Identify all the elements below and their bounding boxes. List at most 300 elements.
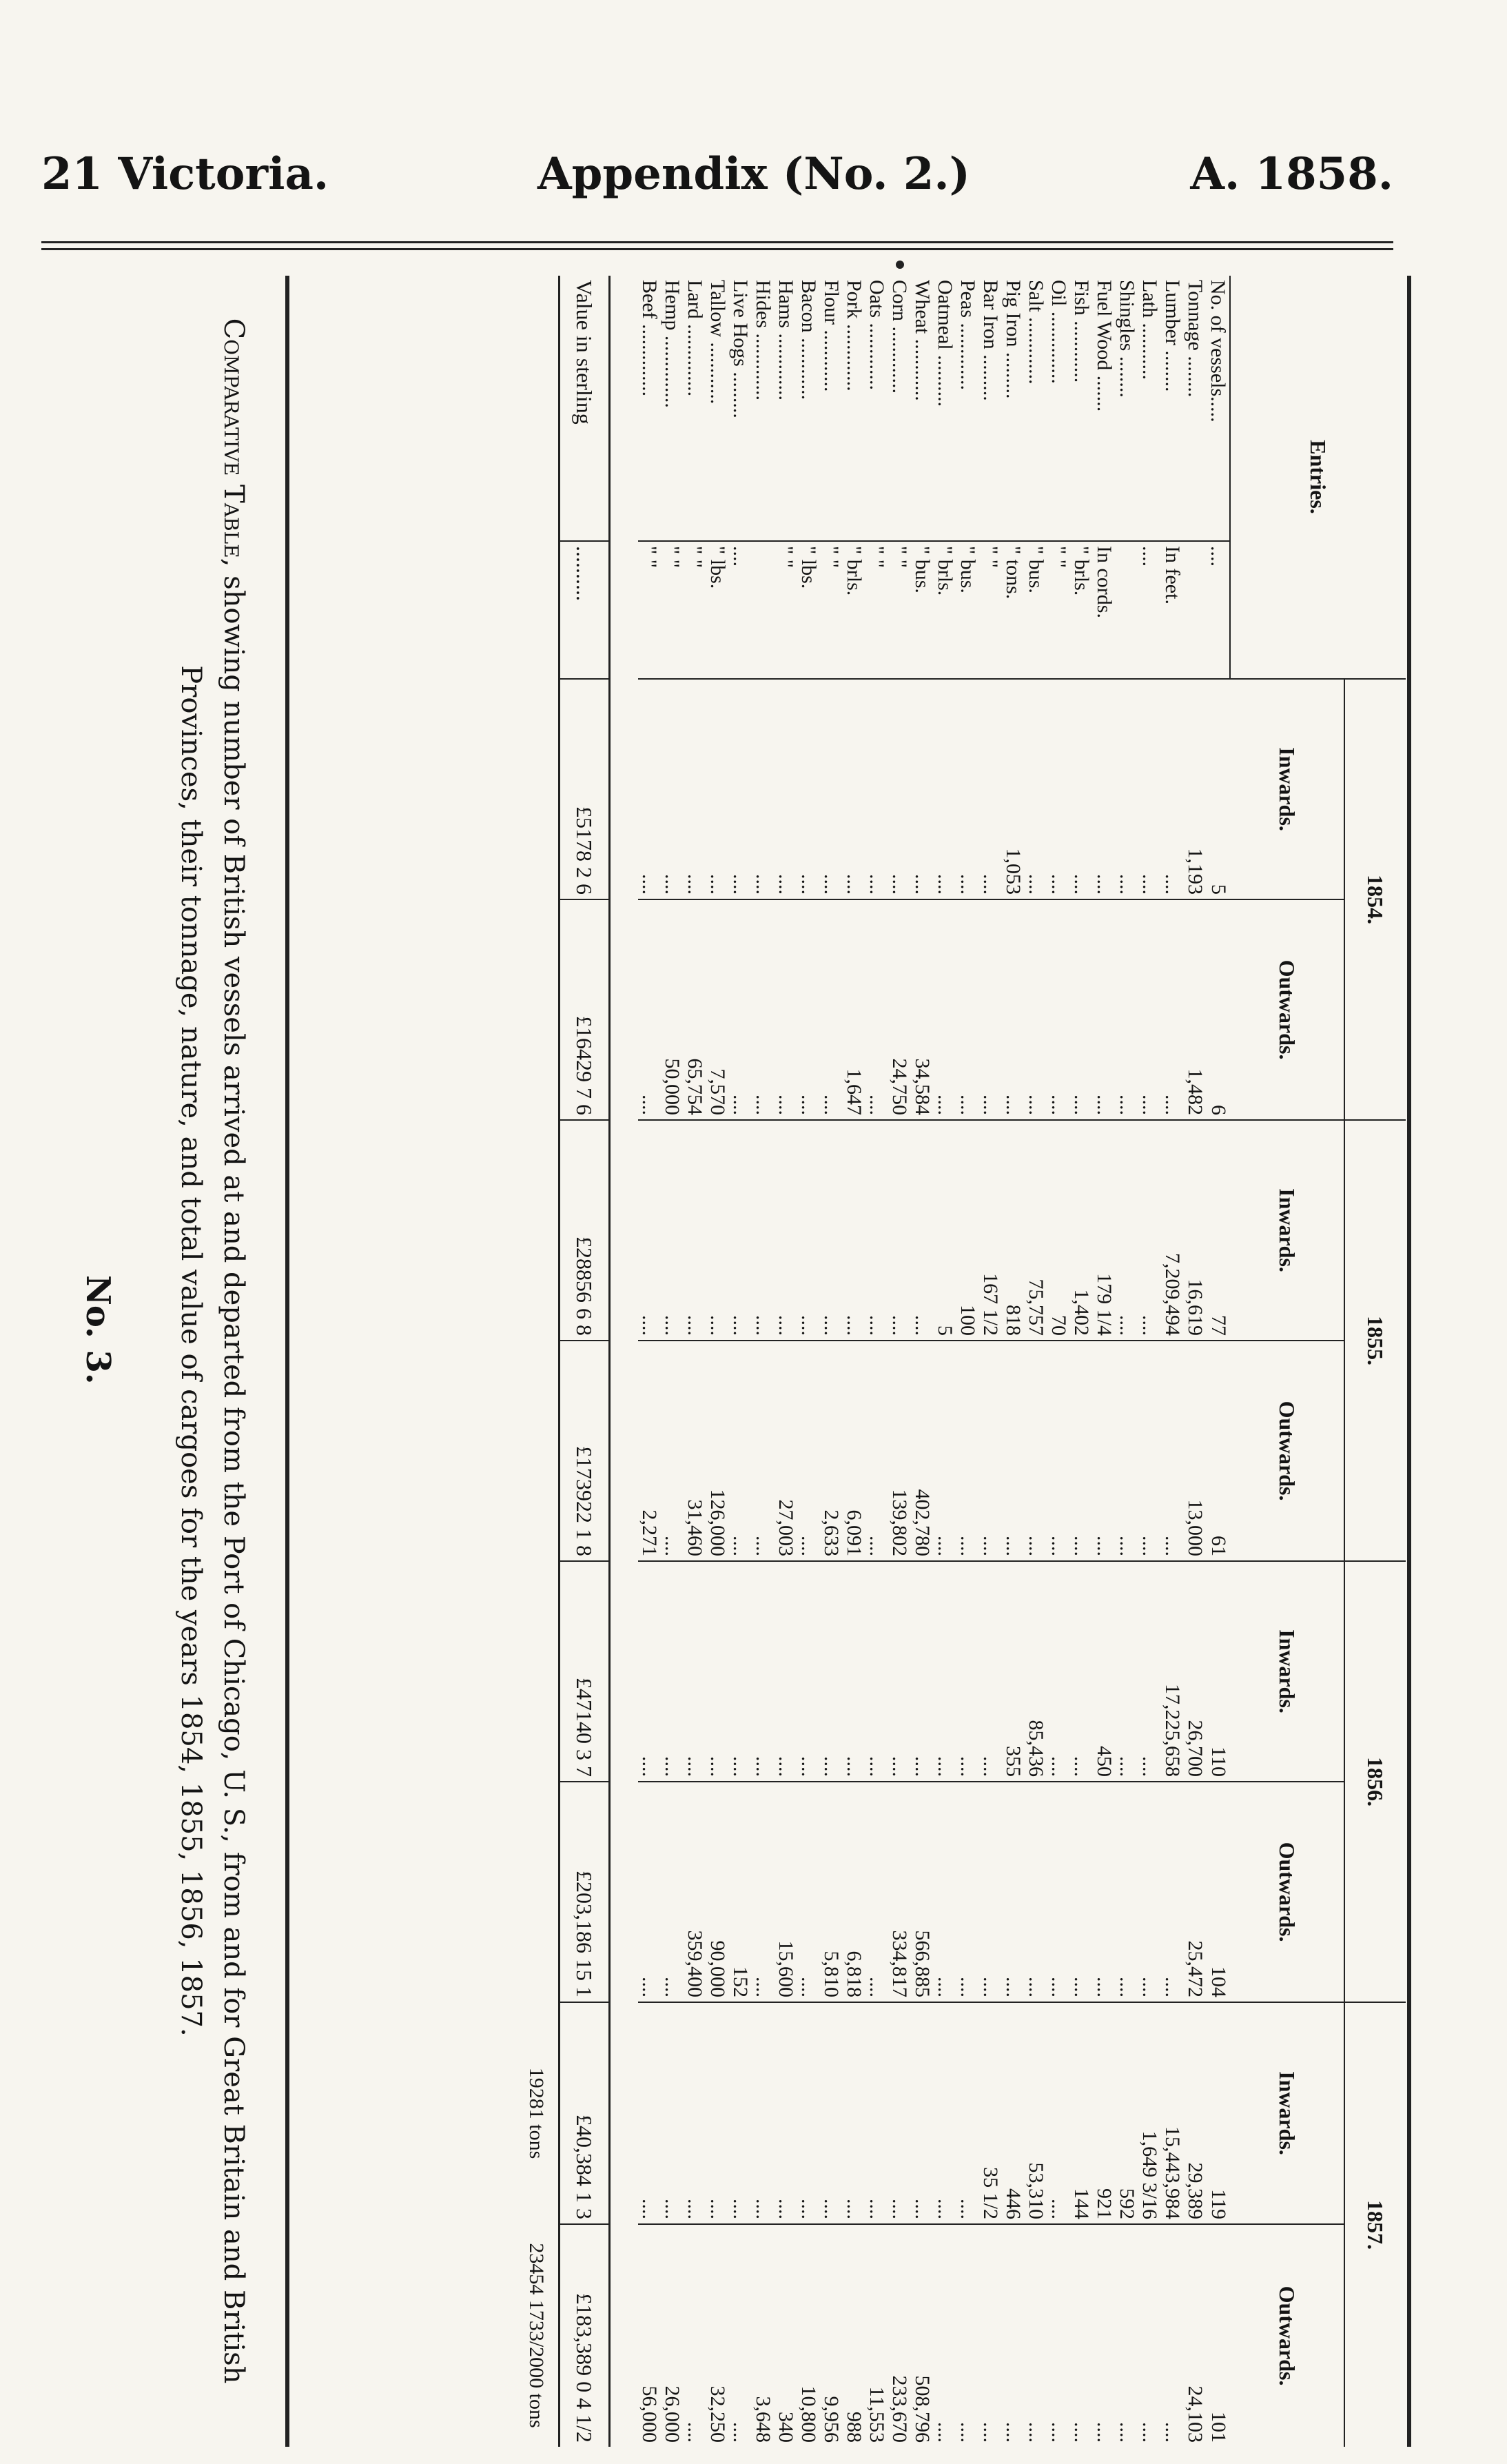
- cell-value: ....: [865, 1782, 888, 2002]
- cell-value: ....: [1116, 1341, 1138, 1561]
- cell-value: ....: [729, 679, 752, 899]
- cell-value: 53,310: [1025, 2002, 1047, 2224]
- cell-value: ....: [661, 1561, 684, 1782]
- table-row: [729, 276, 752, 2447]
- table-row: [1207, 276, 1230, 2447]
- table-row: [934, 276, 956, 2447]
- entry-unit: " lbs.: [797, 541, 820, 679]
- cell-value: ....: [1138, 2224, 1161, 2447]
- cell-value: ....: [820, 1561, 843, 1782]
- table-body: [514, 276, 1230, 2447]
- comparative-table-wrap: [289, 276, 1406, 2447]
- cell-value: ....: [820, 679, 843, 899]
- cell-value: ....: [1093, 679, 1116, 899]
- table-row: [638, 276, 661, 2447]
- entry-label: Tallow ............: [706, 280, 729, 405]
- cell-value: 35 1/2: [979, 2002, 1002, 2224]
- table-row: [1025, 276, 1047, 2447]
- cell-value: 9,956: [820, 2224, 843, 2447]
- outwards-header: Outwards.: [1230, 1341, 1344, 1561]
- cell-value: 340: [775, 2224, 797, 2447]
- entry-label: Salt .............: [1025, 280, 1047, 385]
- entry-label: Bar Iron .........: [979, 280, 1002, 401]
- cell-value: ....: [684, 2002, 706, 2224]
- cell-value: ....: [865, 1561, 888, 1782]
- cell-value: 119: [1207, 2002, 1230, 2224]
- cell-value: ....: [1116, 679, 1138, 899]
- cell-value: ....: [979, 679, 1002, 899]
- cell-value: ....: [797, 679, 820, 899]
- total-value: £203,186 15 1: [560, 1782, 610, 2002]
- cell-value: ....: [956, 2224, 979, 2447]
- cell-value: ....: [684, 1561, 706, 1782]
- comparative-table: [514, 276, 1406, 2447]
- table-row: [1002, 276, 1025, 2447]
- cell-value: 70: [1047, 1120, 1070, 1341]
- cell-value: 110: [1207, 1561, 1230, 1782]
- table-row: [1184, 276, 1207, 2447]
- cell-value: 1,053: [1002, 679, 1025, 899]
- entry-unit: ....: [729, 541, 752, 679]
- cell-value: 31,460: [684, 1341, 706, 1561]
- cell-value: ....: [752, 1561, 775, 1782]
- header-rule-top: [41, 241, 1393, 243]
- entry-label: Oats .............: [865, 280, 888, 390]
- cell-value: 10,800: [797, 2224, 820, 2447]
- entry-unit: " ": [865, 541, 888, 679]
- cell-value: ....: [775, 1120, 797, 1341]
- entry-label: Bacon ............: [797, 280, 820, 400]
- total-value: £173922 1 8: [560, 1341, 610, 1561]
- cell-value: ....: [979, 899, 1002, 1120]
- cell-value: 450: [1093, 1561, 1116, 1782]
- cell-value: ....: [1025, 899, 1047, 1120]
- entry-unit: [1184, 541, 1207, 679]
- cell-value: 26,700: [1184, 1561, 1207, 1782]
- cell-value: 27,003: [775, 1341, 797, 1561]
- cell-value: ....: [888, 2002, 911, 2224]
- cell-value: ....: [661, 1341, 684, 1561]
- cell-value: 61: [1207, 1341, 1230, 1561]
- cell-value: ....: [1116, 899, 1138, 1120]
- table-row: [706, 276, 729, 2447]
- cell-value: ....: [706, 1120, 729, 1341]
- cell-value: ....: [706, 2002, 729, 2224]
- total-unit: ..........: [560, 541, 610, 679]
- cell-value: 25,472: [1184, 1782, 1207, 2002]
- cell-value: 144: [1070, 2002, 1093, 2224]
- caption-text: showing number of British vessels arrived at and departed from the Port of Chicago, U. S., from and for Great Britain and British Provinces, their tonnage, nature, and total value of cargoes for the years 1854, 1855, 1856, 1857.: [175, 567, 249, 2384]
- cell-value: ....: [775, 2002, 797, 2224]
- cell-value: ....: [1070, 679, 1093, 899]
- cell-value: ....: [752, 1341, 775, 1561]
- cell-value: 1,649 3/16: [1138, 2002, 1161, 2224]
- entry-unit: " ": [775, 541, 797, 679]
- cell-value: ....: [797, 1782, 820, 2002]
- table-caption: [170, 276, 255, 2426]
- cell-value: ....: [979, 1341, 1002, 1561]
- year-header: 1854.: [1344, 679, 1406, 1120]
- entry-label: Lath ...........: [1138, 280, 1161, 380]
- cell-value: ....: [775, 899, 797, 1120]
- cell-value: ....: [843, 1120, 865, 1341]
- cell-value: 85,436: [1025, 1561, 1047, 1782]
- cell-value: 7,570: [706, 899, 729, 1120]
- header-center: Appendix (No. 2.): [537, 148, 970, 200]
- cell-value: ....: [1047, 1782, 1070, 2002]
- cell-value: 7,209,494: [1161, 1120, 1184, 1341]
- entry-label: Corn .............: [888, 280, 911, 394]
- entry-label: Peas .............: [956, 280, 979, 390]
- table-row: [752, 276, 775, 2447]
- cell-value: ....: [661, 679, 684, 899]
- entry-unit: " brls.: [1070, 541, 1093, 679]
- cell-value: ....: [1002, 1341, 1025, 1561]
- cell-value: ....: [1070, 2224, 1093, 2447]
- cell-value: ....: [1025, 679, 1047, 899]
- cell-value: ....: [956, 1561, 979, 1782]
- cell-value: ....: [956, 899, 979, 1120]
- year-header-row: [1344, 276, 1406, 2447]
- header-right: A. 1858.: [1190, 148, 1393, 200]
- cell-value: ....: [684, 1120, 706, 1341]
- cell-value: 29,389: [1184, 2002, 1207, 2224]
- cell-value: 2,633: [820, 1341, 843, 1561]
- entry-unit: " ": [684, 541, 706, 679]
- cell-value: 3,648: [752, 2224, 775, 2447]
- entry-label: Pork .............: [843, 280, 865, 391]
- entry-label: Lard ..............: [684, 280, 706, 397]
- cell-value: ....: [797, 1120, 820, 1341]
- cell-value: ....: [911, 1120, 934, 1341]
- cell-value: ....: [865, 899, 888, 1120]
- table-row: [775, 276, 797, 2447]
- cell-value: 818: [1002, 1120, 1025, 1341]
- table-row: [1116, 276, 1138, 2447]
- cell-value: ....: [729, 1120, 752, 1341]
- cell-value: 100: [956, 1120, 979, 1341]
- cell-value: ....: [820, 899, 843, 1120]
- cell-value: 6,818: [843, 1782, 865, 2002]
- cell-value: 65,754: [684, 899, 706, 1120]
- cell-value: ....: [1002, 899, 1025, 1120]
- cell-value: 77: [1207, 1120, 1230, 1341]
- cell-value: ....: [1070, 1782, 1093, 2002]
- year-header: 1855.: [1344, 1120, 1406, 1561]
- inwards-header: Inwards.: [1230, 1561, 1344, 1782]
- year-header: 1857.: [1344, 2002, 1406, 2447]
- cell-value: 1,193: [1184, 679, 1207, 899]
- entry-label: Hemp ..............: [661, 280, 684, 408]
- cell-value: 90,000: [706, 1782, 729, 2002]
- cell-value: ....: [1138, 1782, 1161, 2002]
- cell-value: ....: [934, 1561, 956, 1782]
- cell-value: ....: [911, 1561, 934, 1782]
- entry-label: Wheat ............: [911, 280, 934, 401]
- cell-value: ....: [638, 1120, 661, 1341]
- cell-value: 167 1/2: [979, 1120, 1002, 1341]
- cell-value: ....: [1138, 1561, 1161, 1782]
- table-row: [820, 276, 843, 2447]
- inwards-header: Inwards.: [1230, 1120, 1344, 1341]
- cell-value: ....: [1161, 899, 1184, 1120]
- total-value: £28856 6 8: [560, 1120, 610, 1341]
- cell-value: 446: [1002, 2002, 1025, 2224]
- cell-value: ....: [956, 679, 979, 899]
- entry-label: Pig Iron .........: [1002, 280, 1025, 399]
- spacer-row: [610, 276, 639, 2447]
- cell-value: 104: [1207, 1782, 1230, 2002]
- cell-value: ....: [661, 1120, 684, 1341]
- header-rule-bottom: [41, 248, 1393, 250]
- year-header: 1856.: [1344, 1561, 1406, 2002]
- entry-label: Beef ..............: [638, 280, 661, 397]
- outwards-header: Outwards.: [1230, 899, 1344, 1120]
- total-value: £40,384 1 3: [560, 2002, 610, 2224]
- cell-value: ....: [729, 2224, 752, 2447]
- total-value: £47140 3 7: [560, 1561, 610, 1782]
- cell-value: 334,817: [888, 1782, 911, 2002]
- cell-value: ....: [729, 1561, 752, 1782]
- cell-value: 16,619: [1184, 1120, 1207, 1341]
- cell-value: 139,802: [888, 1341, 911, 1561]
- rotated-content: [62, 276, 1406, 2447]
- cell-value: 75,757: [1025, 1120, 1047, 1341]
- header-left: 21 Victoria.: [41, 148, 329, 200]
- cell-value: 101: [1207, 2224, 1230, 2447]
- cell-value: 17,225,658: [1161, 1561, 1184, 1782]
- tons-inwards-1857: 19281 tons: [525, 2067, 548, 2159]
- table-row: [956, 276, 979, 2447]
- cell-value: ....: [1161, 1782, 1184, 2002]
- cell-value: ....: [820, 2002, 843, 2224]
- table-row: [888, 276, 911, 2447]
- cell-value: ....: [1047, 899, 1070, 1120]
- cell-value: ....: [729, 2002, 752, 2224]
- cell-value: ....: [684, 2224, 706, 2447]
- cell-value: ....: [752, 1782, 775, 2002]
- cell-value: ....: [1025, 1341, 1047, 1561]
- total-value: £16429 7 6: [560, 899, 610, 1120]
- cell-value: ....: [1070, 1561, 1093, 1782]
- entry-label: Flour ............: [820, 280, 843, 392]
- entry-label: No. of vessels.....: [1207, 280, 1229, 422]
- table-row: [865, 276, 888, 2447]
- cell-value: ....: [638, 899, 661, 1120]
- entry-label: Lumber ........: [1161, 280, 1184, 392]
- cell-value: ....: [684, 679, 706, 899]
- inwards-header: Inwards.: [1230, 2002, 1344, 2224]
- cell-value: 24,103: [1184, 2224, 1207, 2447]
- cell-value: ....: [1116, 1561, 1138, 1782]
- cell-value: ....: [1093, 1341, 1116, 1561]
- cell-value: ....: [797, 1561, 820, 1782]
- entry-unit: " ": [979, 541, 1002, 679]
- table-row: [1161, 276, 1184, 2447]
- cell-value: ....: [865, 679, 888, 899]
- cell-value: ....: [661, 1782, 684, 2002]
- cell-value: 566,885: [911, 1782, 934, 2002]
- entry-unit: " ": [820, 541, 843, 679]
- table-row: [1070, 276, 1093, 2447]
- cell-value: ....: [1138, 1120, 1161, 1341]
- entry-label: Oil ..............: [1047, 280, 1070, 384]
- cell-value: 179 1/4: [1093, 1120, 1116, 1341]
- cell-value: 6: [1207, 899, 1230, 1120]
- cell-value: ....: [1093, 1782, 1116, 2002]
- cell-value: 402,780: [911, 1341, 934, 1561]
- cell-value: ....: [911, 2002, 934, 2224]
- cell-value: 5: [1207, 679, 1230, 899]
- cell-value: 56,000: [638, 2224, 661, 2447]
- cell-value: ....: [1070, 899, 1093, 1120]
- document-number: No. 3.: [79, 1275, 117, 1385]
- cell-value: ....: [1002, 2224, 1025, 2447]
- cell-value: ....: [1116, 1782, 1138, 2002]
- outwards-header: Outwards.: [1230, 2224, 1344, 2447]
- cell-value: ....: [706, 1561, 729, 1782]
- cell-value: ....: [775, 679, 797, 899]
- cell-value: ....: [638, 679, 661, 899]
- table-row: [1047, 276, 1070, 2447]
- total-value: £183,389 0 4 1/2: [560, 2224, 610, 2447]
- entry-unit: " brls.: [843, 541, 865, 679]
- cell-value: 13,000: [1184, 1341, 1207, 1561]
- entry-unit: " brls.: [934, 541, 956, 679]
- entry-label: Oatmeal ..........: [934, 280, 956, 407]
- cell-value: ....: [706, 679, 729, 899]
- cell-value: ....: [1093, 2224, 1116, 2447]
- cell-value: ....: [1138, 679, 1161, 899]
- cell-value: ....: [865, 2002, 888, 2224]
- cell-value: ....: [1047, 1341, 1070, 1561]
- caption-lead: Comparative Table,: [218, 318, 249, 567]
- cell-value: ....: [1093, 899, 1116, 1120]
- cell-value: ....: [797, 2002, 820, 2224]
- entry-unit: ....: [1138, 541, 1161, 679]
- entry-label: Hams .............: [775, 280, 797, 400]
- cell-value: 5: [934, 1120, 956, 1341]
- entry-label: Hides .............: [752, 280, 775, 400]
- entry-unit: " ": [1047, 541, 1070, 679]
- entry-unit: " ": [638, 541, 661, 679]
- cell-value: 1,647: [843, 899, 865, 1120]
- entry-label: Tonnage ........: [1184, 280, 1207, 398]
- cell-value: ....: [820, 1120, 843, 1341]
- cell-value: ....: [1047, 2002, 1070, 2224]
- cell-value: ....: [729, 899, 752, 1120]
- cell-value: 24,750: [888, 899, 911, 1120]
- cell-value: ....: [1161, 679, 1184, 899]
- entry-unit: [1116, 541, 1138, 679]
- cell-value: ....: [1047, 1561, 1070, 1782]
- cell-value: ....: [956, 1341, 979, 1561]
- cell-value: ....: [843, 1561, 865, 1782]
- cell-value: ....: [865, 1341, 888, 1561]
- cell-value: ....: [1161, 1341, 1184, 1561]
- entry-unit: " ": [661, 541, 684, 679]
- cell-value: 921: [1093, 2002, 1116, 2224]
- cell-value: 1,402: [1070, 1120, 1093, 1341]
- entry-label: Fuel Wood .......: [1093, 280, 1116, 412]
- cell-value: 15,443,984: [1161, 2002, 1184, 2224]
- cell-value: ....: [1047, 2224, 1070, 2447]
- cell-value: 34,584: [911, 899, 934, 1120]
- entry-unit: ....: [1207, 541, 1230, 679]
- table-row: [797, 276, 820, 2447]
- cell-value: ....: [979, 1782, 1002, 2002]
- cell-value: 32,250: [706, 2224, 729, 2447]
- cell-value: ....: [1025, 2224, 1047, 2447]
- cell-value: 988: [843, 2224, 865, 2447]
- cell-value: 233,670: [888, 2224, 911, 2447]
- cell-value: ....: [1047, 679, 1070, 899]
- cell-value: 359,400: [684, 1782, 706, 2002]
- cell-value: ....: [888, 1561, 911, 1782]
- cell-value: 15,600: [775, 1782, 797, 2002]
- tons-row: [514, 276, 560, 2447]
- cell-value: ....: [1070, 1341, 1093, 1561]
- cell-value: ....: [638, 1561, 661, 1782]
- inwards-header: Inwards.: [1230, 679, 1344, 899]
- cell-value: ....: [752, 679, 775, 899]
- cell-value: ....: [911, 679, 934, 899]
- entry-unit: [752, 541, 775, 679]
- entry-unit: " ": [888, 541, 911, 679]
- total-label: Value in sterling: [560, 276, 610, 541]
- cell-value: 50,000: [661, 899, 684, 1120]
- cell-value: ....: [934, 1341, 956, 1561]
- cell-value: ....: [1138, 1341, 1161, 1561]
- cell-value: ....: [1002, 1782, 1025, 2002]
- cell-value: ....: [1116, 1120, 1138, 1341]
- cell-value: ....: [934, 679, 956, 899]
- cell-value: 152: [729, 1782, 752, 2002]
- cell-value: ....: [752, 899, 775, 1120]
- table-head: [1230, 276, 1406, 2447]
- cell-value: ....: [729, 1341, 752, 1561]
- entry-unit: In cords.: [1093, 541, 1116, 679]
- entry-unit: " bus.: [956, 541, 979, 679]
- total-row: [560, 276, 610, 2447]
- cell-value: 26,000: [661, 2224, 684, 2447]
- cell-value: ....: [956, 2002, 979, 2224]
- tons-blank: [514, 276, 560, 2002]
- table-row: [1093, 276, 1116, 2447]
- cell-value: ....: [956, 1782, 979, 2002]
- cell-value: ....: [1138, 899, 1161, 1120]
- cell-value: ....: [775, 1561, 797, 1782]
- cell-value: 1,482: [1184, 899, 1207, 1120]
- cell-value: ....: [888, 1120, 911, 1341]
- entry-label: Live Hogs .........: [729, 280, 752, 418]
- entry-unit: " bus.: [911, 541, 934, 679]
- spacer-cell: [610, 276, 639, 2447]
- cell-value: 508,796: [911, 2224, 934, 2447]
- cell-value: ....: [638, 2002, 661, 2224]
- cell-value: 11,553: [865, 2224, 888, 2447]
- cell-value: ....: [934, 2224, 956, 2447]
- table-row: [979, 276, 1002, 2447]
- outwards-header: Outwards.: [1230, 1782, 1344, 2002]
- cell-value: ....: [797, 899, 820, 1120]
- cell-value: ....: [797, 1341, 820, 1561]
- entry-label: Fish ............: [1070, 280, 1093, 383]
- cell-value: ....: [752, 2002, 775, 2224]
- cell-value: 355: [1002, 1561, 1025, 1782]
- entry-unit: " bus.: [1025, 541, 1047, 679]
- table-row: [661, 276, 684, 2447]
